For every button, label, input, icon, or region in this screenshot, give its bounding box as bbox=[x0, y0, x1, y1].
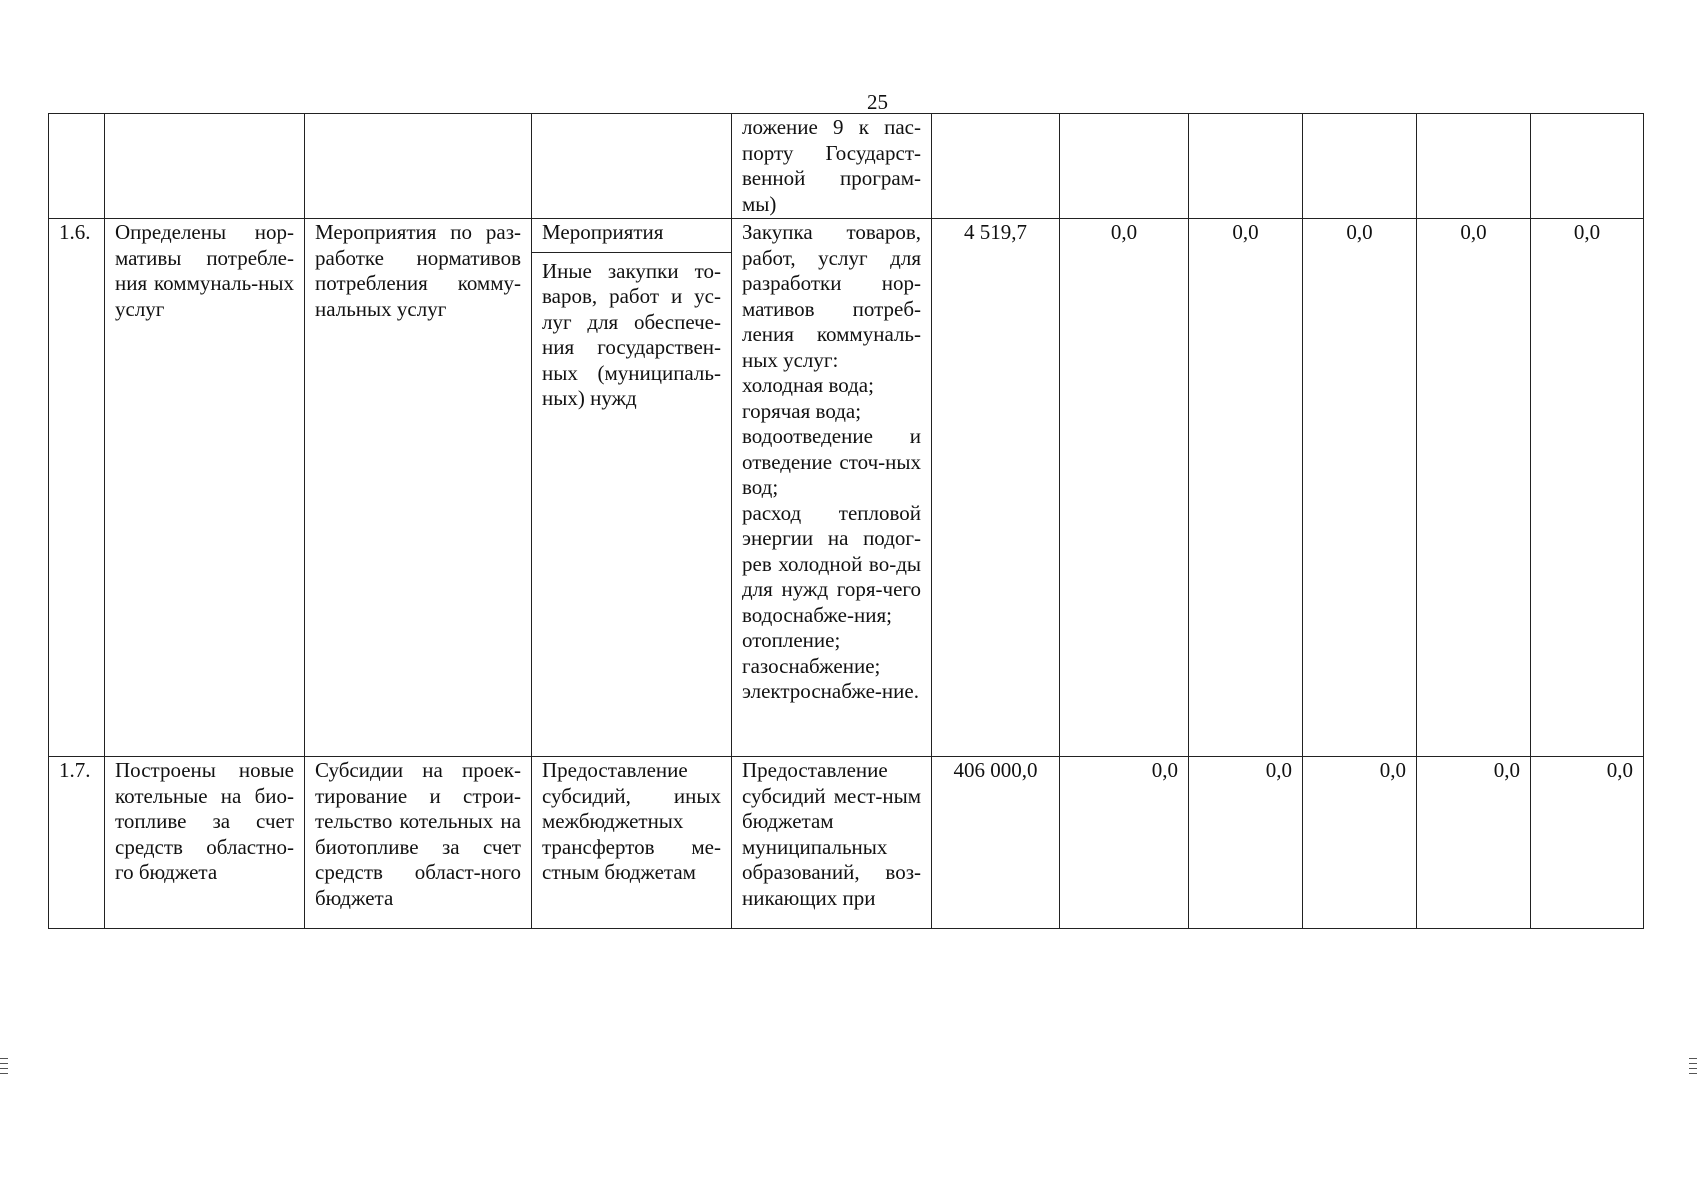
value-cell bbox=[1189, 114, 1303, 219]
expense-type-cell bbox=[532, 114, 732, 219]
table-row bbox=[49, 219, 1644, 757]
description-line: газоснабжение; bbox=[742, 653, 881, 678]
row-number: 1.6. bbox=[49, 219, 105, 757]
expense-type-cell bbox=[532, 219, 732, 757]
value-cell bbox=[1531, 114, 1644, 219]
measure-cell: Субсидии на проек-тирование и строи-тельство котельных на биотопливе за счет средств област-ного бюджета bbox=[305, 757, 532, 929]
description-cell: ложение 9 к пас-порту Государст-венной програм-мы) bbox=[732, 114, 932, 219]
value-cell bbox=[1060, 114, 1189, 219]
measure-cell: Мероприятия по раз-работке нормативов потребления комму-нальных услуг bbox=[305, 219, 532, 757]
description-line: водоотведение и отведение сточ-ных вод; bbox=[742, 424, 921, 499]
result-cell: Построены новые котельные на био-топливе за счет средств областно-го бюджета bbox=[105, 757, 305, 929]
value-cell: 406 000,0 bbox=[932, 757, 1060, 929]
value-cell bbox=[1303, 114, 1417, 219]
description-cell bbox=[732, 219, 932, 757]
value-cell: 0,0 bbox=[1303, 757, 1417, 929]
result-cell bbox=[105, 114, 305, 219]
row-number bbox=[49, 114, 105, 219]
description-line: расход тепловой энергии на подог-рев холодной во-ды для нужд горя-чего водоснабже-ния; bbox=[742, 500, 921, 627]
value-cell: 0,0 bbox=[1303, 219, 1417, 757]
value-cell bbox=[932, 114, 1060, 219]
measure-cell bbox=[305, 114, 532, 219]
value-cell: 0,0 bbox=[1531, 219, 1644, 757]
value-cell: 0,0 bbox=[1060, 757, 1189, 929]
value-cell: 0,0 bbox=[1417, 757, 1531, 929]
value-cell: 0,0 bbox=[1189, 219, 1303, 757]
description-line: холодная вода; bbox=[742, 373, 874, 397]
result-cell: Определены нор-мативы потребле-ния коммуналь-ных услуг bbox=[105, 219, 305, 757]
description-line: Закупка товаров, работ, услуг для разработки нор-мативов потреб-ления коммуналь-ных услуг: bbox=[742, 220, 921, 372]
expense-type-cell: Предоставление субсидий, иных межбюджетных трансфертов ме-стным бюджетам bbox=[532, 757, 732, 929]
expense-type-primary: Мероприятия bbox=[532, 220, 731, 253]
description-line: горячая вода; bbox=[742, 398, 862, 423]
description-cell: Предоставление субсидий мест-ным бюджетам муниципальных образований, воз-никающих при bbox=[732, 757, 932, 929]
value-cell bbox=[1417, 114, 1531, 219]
value-cell: 0,0 bbox=[1060, 219, 1189, 757]
scan-edge-mark-left bbox=[0, 1058, 8, 1078]
description-line: электроснабже-ние. bbox=[742, 679, 919, 703]
table-row bbox=[49, 757, 1644, 929]
value-cell: 0,0 bbox=[1189, 757, 1303, 929]
description-line: отопление; bbox=[742, 628, 841, 652]
budget-table bbox=[48, 113, 1644, 929]
value-cell: 0,0 bbox=[1531, 757, 1644, 929]
page-number: 25 bbox=[867, 90, 888, 114]
row-number: 1.7. bbox=[49, 757, 105, 929]
value-cell: 0,0 bbox=[1417, 219, 1531, 757]
scan-edge-mark-right bbox=[1689, 1058, 1697, 1078]
table-row bbox=[49, 114, 1644, 219]
expense-type-secondary: Иные закупки то-варов, работ и ус-луг для обеспече-ния государствен-ных (муниципаль-ных) нужд bbox=[542, 258, 721, 410]
value-cell: 4 519,7 bbox=[932, 219, 1060, 757]
